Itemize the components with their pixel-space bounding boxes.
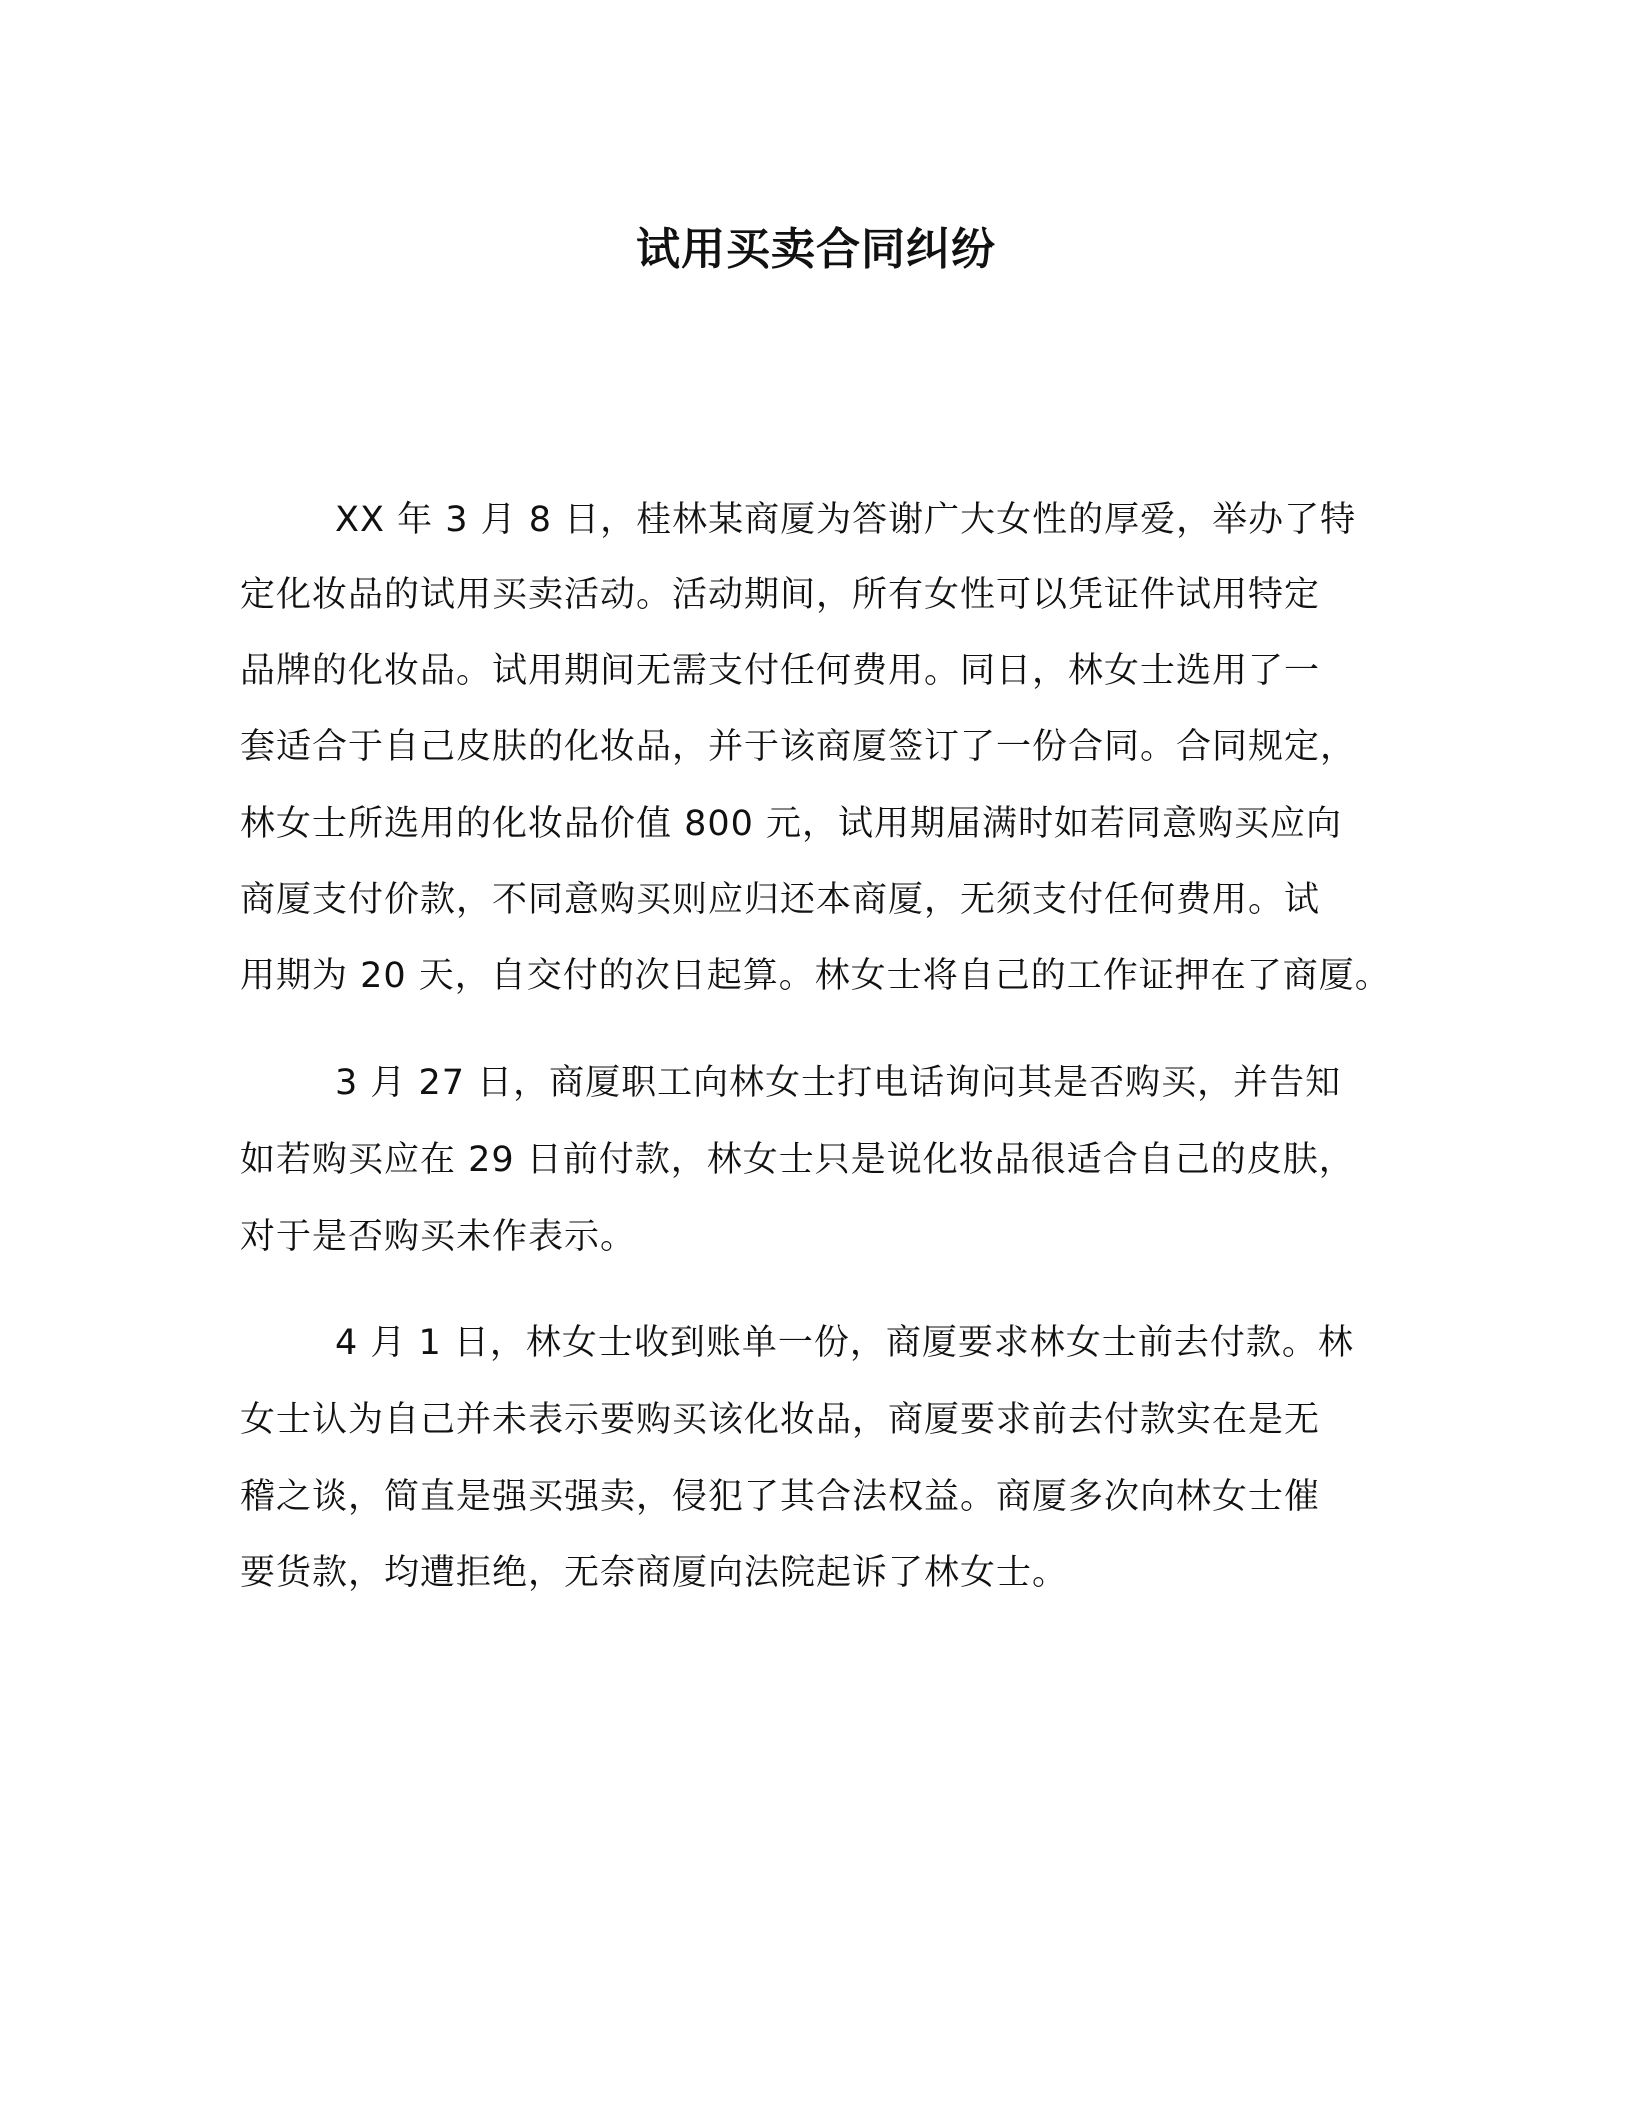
paragraph-1-line-4: 套适合于自己皮肤的化妆品，并于该商厦签订了一份合同。合同规定， [240,727,1357,767]
paragraph-1-line-7: 用期为 20 天，自交付的次日起算。林女士将自己的工作证押在了商厦。 [240,956,1391,996]
paragraph-1-line-1: XX 年 3 月 8 日，桂林某商厦为答谢广大女性的厚爱，举办了特 [335,500,1357,540]
paragraph-1-line-5: 林女士所选用的化妆品价值 800 元，试用期届满时如若同意购买应向 [240,804,1343,844]
paragraph-3-line-1: 4 月 1 日，林女士收到账单一份，商厦要求林女士前去付款。林 [335,1323,1354,1363]
document-title: 试用买卖合同纠纷 [636,224,996,275]
paragraph-1-line-3: 品牌的化妆品。试用期间无需支付任何费用。同日，林女士选用了一 [240,651,1321,691]
paragraph-2-line-2: 如若购买应在 29 日前付款，林女士只是说化妆品很适合自己的皮肤， [240,1140,1355,1180]
paragraph-3-line-4: 要货款，均遭拒绝，无奈商厦向法院起诉了林女士。 [240,1553,1069,1593]
paragraph-2-line-1: 3 月 27 日，商厦职工向林女士打电话询问其是否购买，并告知 [335,1063,1342,1103]
paragraph-3-line-2: 女士认为自己并未表示要购买该化妆品，商厦要求前去付款实在是无 [240,1400,1321,1440]
paragraph-1-line-6: 商厦支付价款，不同意购买则应归还本商厦，无须支付任何费用。试 [240,880,1321,920]
paragraph-1-line-2: 定化妆品的试用买卖活动。活动期间，所有女性可以凭证件试用特定 [240,575,1321,615]
paragraph-3-line-3: 稽之谈，简直是强买强卖，侵犯了其合法权益。商厦多次向林女士催 [240,1477,1321,1517]
paragraph-2-line-3: 对于是否购买未作表示。 [240,1217,637,1257]
